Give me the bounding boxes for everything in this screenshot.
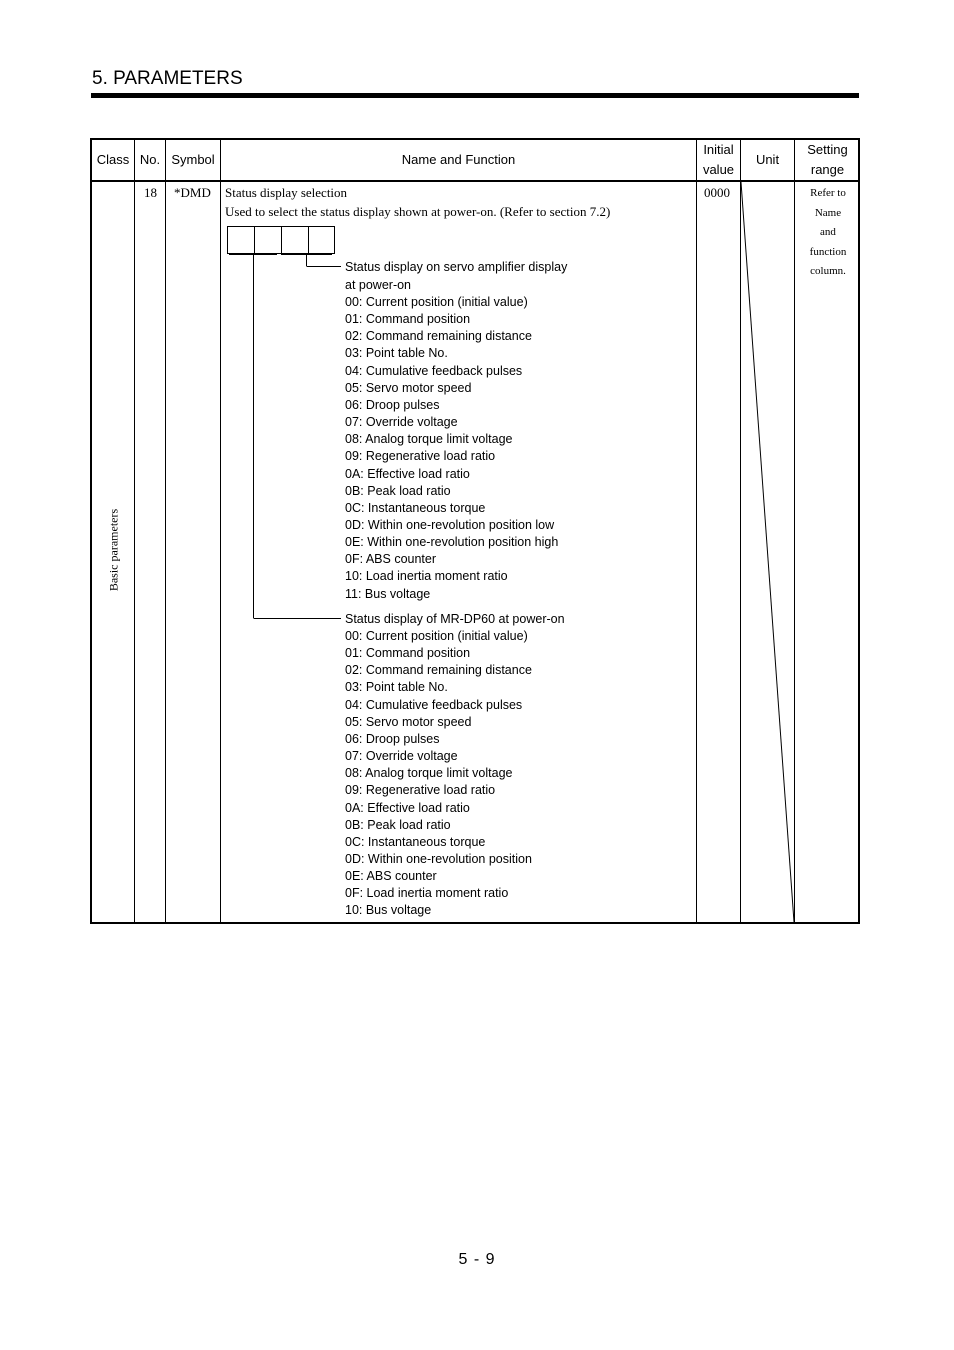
digit-divider [281, 227, 282, 253]
status-option-item: 03: Point table No. [345, 680, 448, 695]
parameter-table [90, 138, 860, 924]
digit-setting-box [227, 226, 335, 254]
col-divider [165, 140, 166, 922]
status-option-item: 0D: Within one-revolution position [345, 851, 532, 866]
status-option-item: 01: Command position [345, 646, 471, 661]
status-option-item: 00: Current position (initial value) [345, 629, 528, 643]
status-option-item: 02: Command remaining distance [345, 663, 532, 678]
status-option-item: 0E: Within one-revolution position high [345, 535, 559, 550]
setting-range-line: column. [810, 265, 846, 277]
col-divider [740, 140, 741, 922]
status-option-item: 0A: Effective load ratio [345, 800, 470, 815]
initial-value: 0000 [704, 185, 730, 200]
setting-range-line: function [809, 245, 847, 258]
status-option-item: 0B: Peak load ratio [345, 483, 451, 498]
status-option-item: 05: Servo motor speed [345, 380, 472, 395]
status-option-item: 07: Override voltage [345, 415, 458, 430]
param-description: Used to select the status display shown at power-on. (Refer to section 7.2) [225, 204, 611, 219]
class-label: Basic parameters [106, 508, 121, 592]
status-option-item: 08: Analog torque limit voltage [345, 432, 513, 447]
status-option-item: 10: Bus voltage [345, 903, 432, 918]
header-rule [92, 180, 858, 182]
setting-range-line: Refer to [810, 187, 846, 199]
param-name-title: Status display selection [225, 185, 348, 200]
header-setting-range: Setting range [807, 142, 848, 177]
dp60-list-title: Status display of MR-DP60 at power-on [345, 612, 565, 626]
status-option-item: 0D: Within one-revolution position low [345, 517, 555, 532]
status-option-item: 0C: Instantaneous torque [345, 500, 486, 515]
status-option-item: 00: Current position (initial value) [345, 295, 528, 309]
status-option-item: 04: Cumulative feedback pulses [345, 697, 523, 712]
header-unit: Unit [755, 152, 780, 167]
status-option-item: 10: Load inertia moment ratio [345, 569, 508, 584]
section-title: 5. PARAMETERS [92, 68, 243, 89]
header-name-function: Name and Function [401, 152, 516, 167]
status-option-item: 03: Point table No. [345, 346, 448, 361]
status-option-item: 0C: Instantaneous torque [345, 834, 486, 849]
digit-divider [254, 227, 255, 253]
param-no: 18 [144, 185, 157, 200]
status-option-item: 04: Cumulative feedback pulses [345, 363, 523, 378]
status-option-item: 0A: Effective load ratio [345, 466, 470, 481]
header-class: Class [96, 152, 130, 167]
col-divider [794, 140, 795, 922]
status-option-item: 06: Droop pulses [345, 397, 440, 412]
status-option-item: 0F: Load inertia moment ratio [345, 886, 509, 901]
param-symbol: *DMD [174, 185, 211, 200]
col-divider [220, 140, 221, 922]
status-option-item: 0F: ABS counter [345, 552, 437, 567]
setting-range-line: Name [814, 206, 842, 219]
status-option-item: 02: Command remaining distance [345, 329, 532, 344]
status-option-item: 0E: ABS counter [345, 869, 437, 884]
status-option-item: 05: Servo motor speed [345, 714, 472, 729]
col-divider [134, 140, 135, 922]
header-no: No. [139, 152, 161, 167]
status-option-item: 09: Regenerative load ratio [345, 449, 496, 464]
unit-not-applicable-line [741, 182, 794, 922]
page-number: 5 - 9 [458, 1251, 496, 1268]
setting-range [796, 184, 860, 282]
header-initial-value: Initial value [702, 142, 735, 177]
status-option-item: 11: Bus voltage [345, 586, 431, 601]
servo-list-title: Status display on servo amplifier display [345, 260, 568, 274]
status-option-item: 06: Droop pulses [345, 731, 440, 746]
status-option-item: 08: Analog torque limit voltage [345, 766, 513, 781]
servo-list-title-2: at power-on [345, 277, 412, 292]
digit-divider [308, 227, 309, 253]
status-option-item: 0B: Peak load ratio [345, 817, 451, 832]
title-rule [91, 93, 859, 98]
status-option-item: 01: Command position [345, 312, 471, 327]
col-divider [696, 140, 697, 922]
status-option-item: 07: Override voltage [345, 749, 458, 764]
status-option-item: 09: Regenerative load ratio [345, 783, 496, 798]
header-symbol: Symbol [171, 152, 215, 167]
setting-range-line: and [820, 226, 836, 238]
